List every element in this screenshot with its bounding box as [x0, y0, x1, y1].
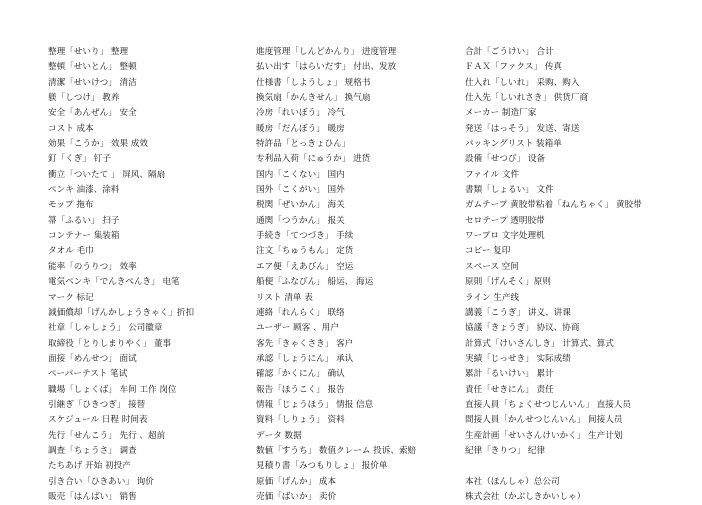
vocabulary-entry: 釘「くぎ」 钉子: [48, 154, 111, 165]
vocabulary-entry: 引き合い「ひきあい」 询价: [48, 476, 154, 487]
vocabulary-entry: 紀律「きりつ」 纪律: [465, 445, 546, 456]
vocabulary-entry: 効果「こうか」 效果 成效: [48, 139, 148, 150]
vocabulary-entry: 数値「すうち」 数值クレーム 投诉、索赔: [256, 445, 417, 456]
vocabulary-entry: ワープロ 文字处理机: [465, 231, 545, 242]
vocabulary-entry: 船便「ふなびん」 船运、 海运: [256, 277, 374, 288]
vocabulary-entry: 手続き「てつづき」 手续: [256, 231, 354, 242]
vocabulary-entry: 特許品「とっきょひん」: [256, 139, 351, 150]
vocabulary-entry: 清潔「せいけつ」 清洁: [48, 77, 137, 88]
vocabulary-entry: マーク 标记: [48, 292, 94, 303]
vocabulary-entry: 連絡「れんらく」 联络: [256, 307, 345, 318]
vocabulary-entry: たちあげ 开始 初投产: [48, 461, 131, 472]
vocabulary-entry: 書類「しょるい」 文件: [465, 185, 554, 196]
vocabulary-entry: ガムテープ 黄胶带粘着「ねんちゃく」 黄胶带: [465, 200, 642, 211]
vocabulary-entry: コンテナー 集装箱: [48, 231, 120, 242]
vocabulary-entry: 躾「しつけ」 教养: [48, 93, 120, 104]
vocabulary-entry: 安全「あんぜん」 安全: [48, 108, 137, 119]
vocabulary-entry: 仕入先「しいれさき」 供货厂商: [465, 93, 589, 104]
vocabulary-entry: スケジュール 日程 时间表: [48, 415, 148, 426]
vocabulary-entry: 专利品入荷「にゅうか」 进货: [256, 154, 371, 165]
vocabulary-entry: 箒「ふるい」 扫子: [48, 215, 120, 226]
vocabulary-entry: 払い出す「はらいだす」 付出、发放: [256, 62, 397, 73]
vocabulary-entry: 減価償却「げんかしょうきゃく」折扣: [48, 307, 195, 318]
vocabulary-entry: 注文「ちゅうもん」 定货: [256, 246, 354, 257]
vocabulary-entry: 能率「のうりつ」 效率: [48, 261, 137, 272]
vocabulary-column-3: [465, 45, 695, 505]
vocabulary-entry: 社章「しゃしょう」 公司徽章: [48, 323, 163, 334]
vocabulary-entry: 原価「げんか」 成本: [256, 476, 337, 487]
vocabulary-entry: 衝立「ついたて 」 屏风、隔扇: [48, 169, 166, 180]
vocabulary-entry: 面接「めんせつ」 面试: [48, 353, 137, 364]
vocabulary-entry: 累計「るいけい」 累计: [465, 369, 554, 380]
vocabulary-entry: エア便「えあびん」 空运: [256, 261, 354, 272]
vocabulary-entry: ペーパーテスト 笔试: [48, 369, 128, 380]
vocabulary-entry: 職場「しょくば」 车间 工作 岗位: [48, 384, 177, 395]
vocabulary-entry: 電気ペンキ「でんきぺんき」 电笔: [48, 277, 180, 288]
vocabulary-entry: 生産計画「せいさんけいかく」 生产计划: [465, 430, 623, 441]
vocabulary-entry: 協議「きょうぎ」 协议、协商: [465, 323, 580, 334]
vocabulary-entry: ファイル 文件: [465, 169, 520, 180]
vocabulary-entry: 整頓「せいとん」 整顿: [48, 62, 137, 73]
vocabulary-entry: スペース 空间: [465, 261, 519, 272]
vocabulary-entry: ユーザー 顾客 、用户: [256, 323, 339, 334]
vocabulary-entry: 発送「はっそう」 发送、寄送: [465, 123, 580, 134]
vocabulary-entry: 通関「つうかん」 报关: [256, 215, 345, 226]
vocabulary-entry: 直接人員「ちょくせつじんいん」 直接人员: [465, 399, 632, 410]
vocabulary-entry: 販売「はんばい」 销售: [48, 491, 137, 502]
vocabulary-entry: 原則「げんそく」原则: [465, 277, 551, 288]
vocabulary-entry: 株式会社（かぶしきかいしゃ）: [465, 491, 586, 502]
vocabulary-entry: 仕入れ「しいれ」 采购、购入: [465, 77, 580, 88]
vocabulary-entry: 国内「こくない」 国内: [256, 169, 345, 180]
vocabulary-entry: コピー 复印: [465, 246, 511, 257]
vocabulary-entry: 仕様書「しようしょ」 规格书: [256, 77, 371, 88]
vocabulary-entry: 換気扇「かんきせん」 换气扇: [256, 93, 371, 104]
vocabulary-entry: 税関「ぜいかん」 海关: [256, 200, 345, 211]
vocabulary-entry: 資料「しりょう」 资料: [256, 415, 345, 426]
vocabulary-column-1: [48, 45, 248, 505]
vocabulary-entry: [465, 459, 695, 474]
vocabulary-entry: 見積り書「みつもりしょ」 报价单: [256, 461, 388, 472]
vocabulary-entry: 確認「かくにん」 确认: [256, 369, 345, 380]
vocabulary-entry: 承認「しょうにん」 承认: [256, 353, 354, 364]
vocabulary-entry: 冷房「れいぼう」 冷气: [256, 108, 345, 119]
vocabulary-entry: 売価「ばいか」 卖价: [256, 491, 337, 502]
vocabulary-entry: ペンキ 油漆、涂料: [48, 185, 120, 196]
vocabulary-entry: 実績「じっせき」 实际成绩: [465, 353, 571, 364]
vocabulary-entry: 講義「こうぎ」 讲义、讲课: [465, 307, 571, 318]
vocabulary-entry: 報告「ほうこく」 报告: [256, 384, 345, 395]
vocabulary-entry: タオル 毛巾: [48, 246, 94, 257]
vocabulary-entry: 調査「ちょうさ」 调查: [48, 445, 137, 456]
vocabulary-entry: 先行「せんこう」 先行 、超前: [48, 430, 166, 441]
vocabulary-entry: 取締役「とりしまりやく」 董事: [48, 338, 172, 349]
vocabulary-entry: リスト 清单 表: [256, 292, 313, 303]
vocabulary-entry: ＦＡＸ「ファクス」 传真: [465, 62, 563, 73]
vocabulary-entry: 合計「ごうけい」 合计: [465, 47, 554, 57]
vocabulary-entry: 進度管理「しんどかんり」 进度管理: [256, 47, 397, 57]
vocabulary-entry: 暖房「だんぼう」 暖房: [256, 123, 345, 134]
vocabulary-column-2: [256, 45, 456, 505]
vocabulary-entry: 情報「じょうほう」 情报 信息: [256, 399, 374, 410]
vocabulary-entry: モップ 拖布: [48, 200, 94, 211]
vocabulary-entry: 責任「せきにん」 责任: [465, 384, 554, 395]
vocabulary-entry: 設備「せつび」 设备: [465, 154, 546, 165]
vocabulary-entry: 間接人員「かんせつじんいん」 间接人员: [465, 415, 623, 426]
vocabulary-entry: 引継ぎ「ひきつぎ」 接替: [48, 399, 146, 410]
vocabulary-entry: 計算式「けいさんしき」 计算式、算式: [465, 338, 614, 349]
vocabulary-entry: コスト 成本: [48, 123, 94, 134]
vocabulary-entry: 整理「せいり」 整理: [48, 47, 129, 57]
vocabulary-entry: 客先「きゃくさき」 客户: [256, 338, 354, 349]
vocabulary-entry: ライン 生产线: [465, 292, 520, 303]
vocabulary-entry: データ 数据: [256, 430, 302, 441]
vocabulary-entry: セロテープ 透明胶带: [465, 215, 545, 226]
vocabulary-entry: 国外「こくがい」 国外: [256, 185, 345, 196]
vocabulary-entry: 本社（ほんしゃ）总公司: [465, 476, 560, 487]
vocabulary-entry: メーカー 制造厂家: [465, 108, 537, 119]
vocabulary-entry: パッキングリスト 装箱单: [465, 139, 562, 150]
